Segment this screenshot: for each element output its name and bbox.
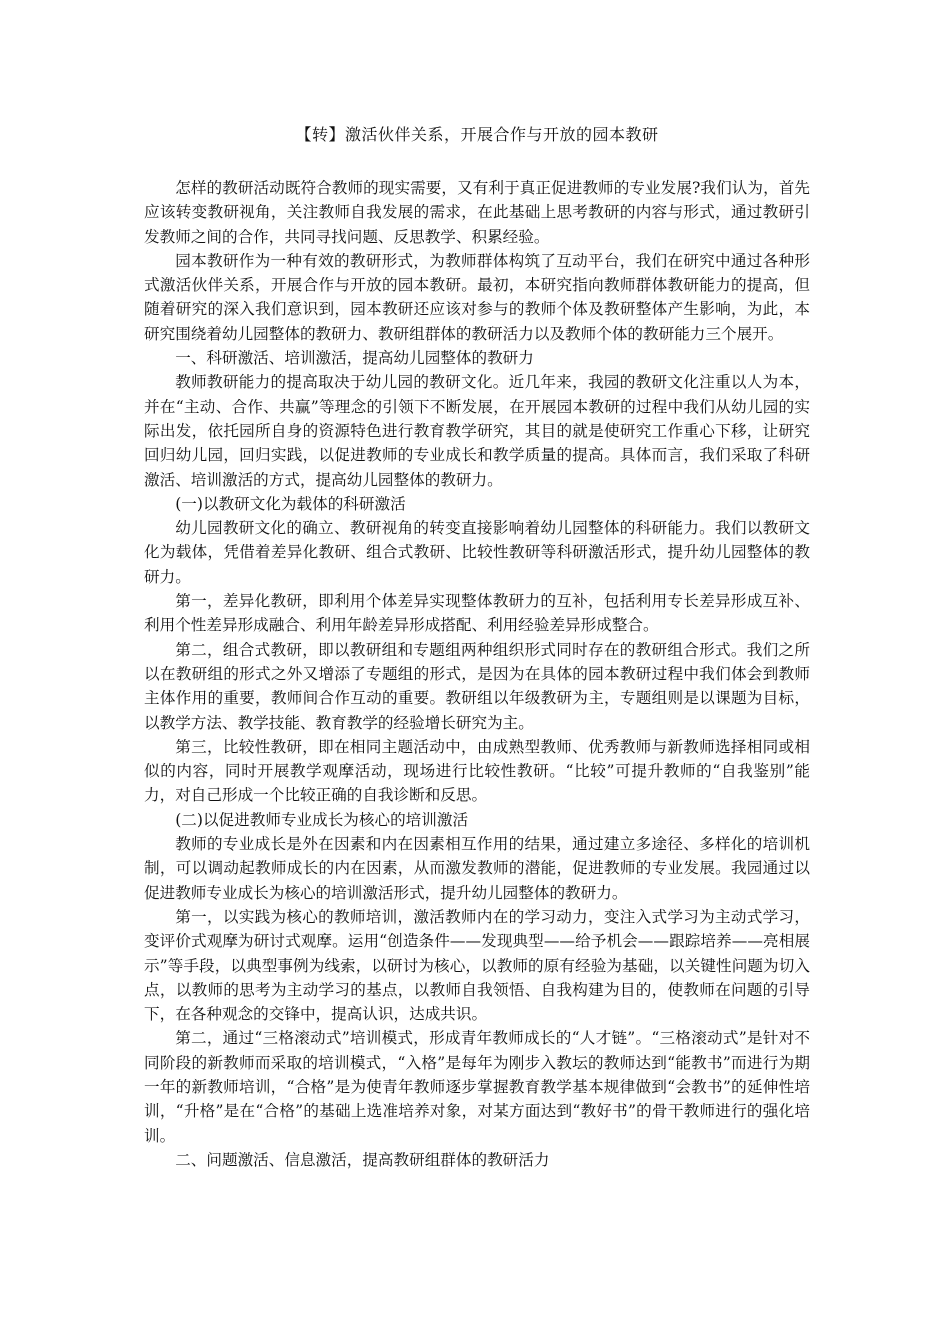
subsection-heading: (二)以促进教师专业成长为核心的培训激活 bbox=[175, 810, 469, 829]
paragraph: 教师教研能力的提高取决于幼儿园的教研文化。近几年来，我园的教研文化注重以人为本，并在“主动、合作、共赢”等理念的引领下不断发展，在开展园本教研的过程中我们从幼儿园的实际出发，依托园所自身的资源特色进行教育教学研究，其目的就是使研究工作重心下移，让研究回归幼儿园，回归实践，以促进教师的专业成长和教学质量的提高。具体而言，我们采取了科研激活、培训激活的方式，提高幼儿园整体的教研力。 bbox=[144, 373, 810, 489]
section-heading: 一、科研激活、培训激活，提高幼儿园整体的教研力 bbox=[175, 349, 534, 368]
paragraph: 第二，组合式教研，即以教研组和专题组两种组织形式同时存在的教研组合形式。我们之所以在教研组的形式之外又增添了专题组的形式，是因为在具体的园本教研过程中我们体会到教师主体作用的重要，教师间合作互动的重要。教研组以年级教研为主，专题组则是以课题为目标，以教学方法、教学技能、教育教学的经验增长研究为主。 bbox=[144, 640, 810, 732]
paragraph: 第三，比较性教研，即在相同主题活动中，由成熟型教师、优秀教师与新教师选择相同或相似的内容，同时开展教学观摩活动，现场进行比较性教研。“比较”可提升教师的“自我鉴别”能力，对自己形成一个比较正确的自我诊断和反思。 bbox=[144, 737, 810, 805]
document-page bbox=[144, 122, 810, 1172]
paragraph: 园本教研作为一种有效的教研形式，为教师群体构筑了互动平台，我们在研究中通过各种形式激活伙伴关系，开展合作与开放的园本教研。最初，本研究指向教师群体教研能力的提高，但随着研究的深入我们意识到，园本教研还应该对参与的教师个体及教研整体产生影响，为此，本研究围绕着幼儿园整体的教研力、教研组群体的教研活力以及教师个体的教研能力三个展开。 bbox=[144, 251, 810, 343]
paragraph: 怎样的教研活动既符合教师的现实需要，又有利于真正促进教师的专业发展?我们认为，首先应该转变教研视角，关注教师自我发展的需求，在此基础上思考教研的内容与形式，通过教研引发教师之间的合作，共同寻找问题、反思教学、积累经验。 bbox=[144, 179, 810, 246]
paragraph: 第二，通过“三格滚动式”培训模式，形成青年教师成长的“人才链”。“三格滚动式”是针对不同阶段的新教师而采取的培训模式，“入格”是每年为刚步入教坛的教师达到“能教书”而进行为期一年的新教师培训，“合格”是为使青年教师逐步掌握教育教学基本规律做到“会教书”的延伸性培训，“升格”是在“合格”的基础上选准培养对象，对某方面达到“教好书”的骨干教师进行的强化培训。 bbox=[144, 1029, 810, 1145]
paragraph: 幼儿园教研文化的确立、教研视角的转变直接影响着幼儿园整体的科研能力。我们以教研文化为载体，凭借着差异化教研、组合式教研、比较性教研等科研激活形式，提升幼儿园整体的教研力。 bbox=[144, 519, 810, 586]
section-heading: 二、问题激活、信息激活，提高教研组群体的教研活力 bbox=[175, 1150, 550, 1169]
paragraph: 第一，差异化教研，即利用个体差异实现整体教研力的互补，包括利用专长差异形成互补、利用个性差异形成融合、利用年龄差异形成搭配、利用经验差异形成整合。 bbox=[144, 592, 810, 635]
paragraph: 第一，以实践为核心的教师培训，激活教师内在的学习动力，变注入式学习为主动式学习，变评价式观摩为研讨式观摩。运用“创造条件——发现典型——给予机会——跟踪培养——亮相展示”等手段，以典型事例为线索，以研讨为核心，以教师的原有经验为基础，以关键性问题为切入点，以教师的思考为主动学习的基点，以教师自我领悟、自我构建为目的，使教师在问题的引导下，在各种观念的交锋中，提高认识，达成共识。 bbox=[144, 907, 810, 1024]
subsection-heading: (一)以教研文化为载体的科研激活 bbox=[175, 494, 406, 513]
document-title: 【转】激活伙伴关系，开展合作与开放的园本教研 bbox=[295, 125, 659, 144]
paragraph: 教师的专业成长是外在因素和内在因素相互作用的结果，通过建立多途径、多样化的培训机制，可以调动起教师成长的内在因素，从而激发教师的潜能，促进教师的专业发展。我园通过以促进教师专业成长为核心的培训激活形式，提升幼儿园整体的教研力。 bbox=[144, 835, 810, 902]
